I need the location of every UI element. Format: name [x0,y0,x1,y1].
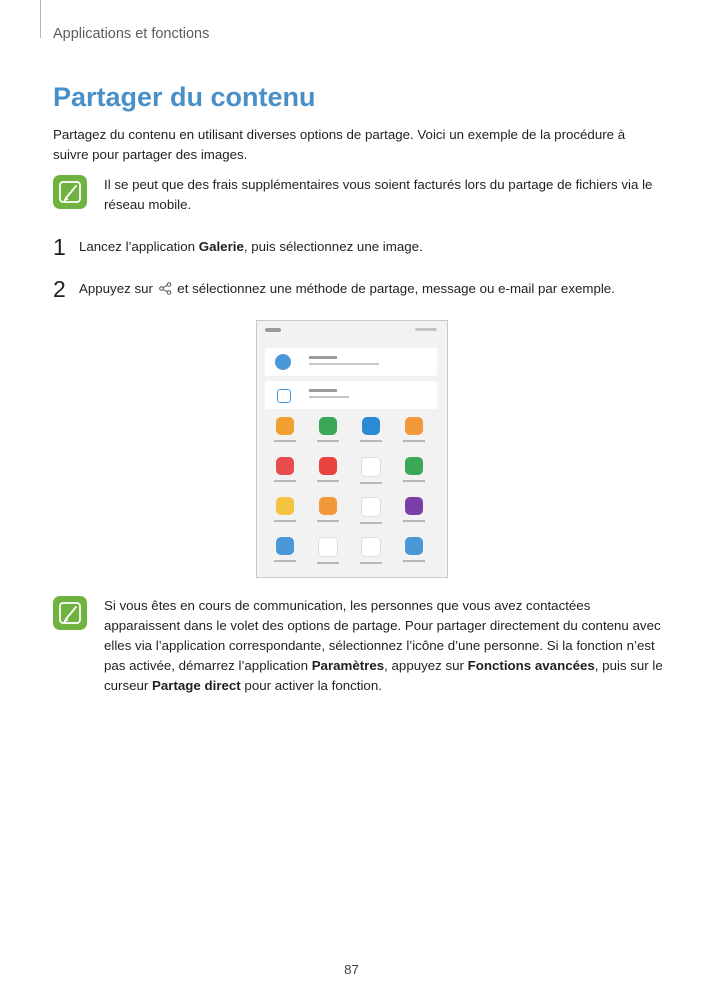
share-app-icon [308,457,348,482]
share-app-icon [265,497,305,522]
cloud-share-option [265,348,437,376]
share-app-icon [265,457,305,482]
share-app-icon [394,457,434,482]
step-number: 2 [53,276,66,302]
share-icon [159,281,172,301]
intro-paragraph: Partagez du contenu en utilisant diverses options de partage. Voici un exemple de la procédure à suivre pour partager des images. [53,127,626,162]
page-title: Partager du contenu [53,82,316,112]
note-pencil-icon [53,596,87,630]
share-app-icon [308,537,348,564]
share-app-icon [265,417,305,442]
share-app-icon [394,497,434,522]
note-direct-share [53,596,663,696]
step-text: Lancez l’application Galerie, puis sélectionnez une image. [79,239,423,254]
share-app-icon [394,537,434,562]
share-app-icon [351,457,391,484]
cloud-icon [275,354,291,370]
note-mobile-fees [53,175,663,215]
page-number: 87 [344,962,359,977]
share-app-icon [308,417,348,442]
note-text: Il se peut que des frais supplémentaires vous soient facturés lors du partage de fichiers via le réseau mobile. [104,177,653,212]
share-app-icon [351,417,391,442]
share-panel-header [265,328,437,336]
share-panel-screenshot [256,320,448,578]
section-header: Applications et fonctions [53,26,210,42]
step-number: 1 [53,234,66,260]
step-2 [53,278,615,301]
note-text: Si vous êtes en cours de communication, les personnes que vous avez contactées apparaissent dans le volet des options de partage. Pour partager directement du contenu avec elles via l’application correspondante, sélectionnez l’icône d’une personne. Si la fonction n’est pas activée, démarrez l’application Paramètres, appuyez sur Fonctions avancées, puis sur le curseur Partage direct pour activer la fonction. [104,598,663,693]
share-app-icon [265,537,305,562]
step-1 [53,236,423,258]
share-app-icon [351,537,391,564]
share-app-icon [394,417,434,442]
step-text: Appuyez sur et sélectionnez une méthode de partage, message ou e-mail par exemple. [79,279,615,301]
link-share-option [265,381,437,409]
share-app-icon [308,497,348,522]
note-pencil-icon [53,175,87,209]
link-icon [277,389,291,403]
share-app-icon [351,497,391,524]
margin-rule [40,0,41,38]
